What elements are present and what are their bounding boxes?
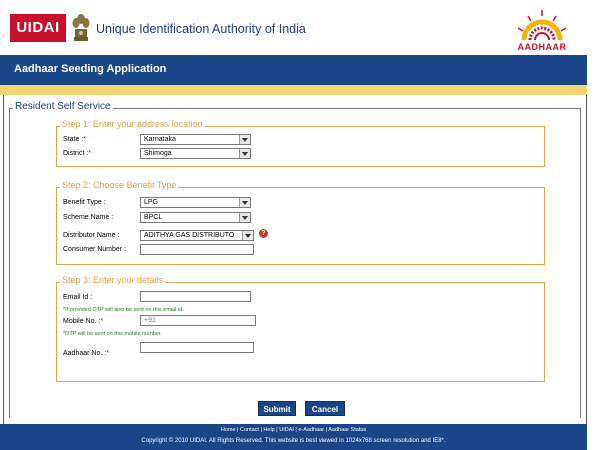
site-footer	[0, 424, 587, 450]
title-bar	[0, 55, 587, 85]
email-note: *If provided OTP will also be sent on this email id.	[63, 307, 184, 313]
email-label: Email Id :	[63, 294, 93, 301]
mobile-label: Mobile No. :*	[63, 318, 104, 325]
aadhaar-number-input[interactable]	[140, 342, 254, 353]
mobile-input[interactable]	[140, 315, 256, 326]
section-title: Resident Self Service	[15, 101, 111, 112]
consumer-number-label: Consumer Number :	[63, 246, 127, 253]
aadhaar-number-label: Aadhaar No. :*	[63, 350, 109, 357]
state-select[interactable]: Karnataka	[140, 134, 251, 145]
chevron-down-icon[interactable]	[239, 213, 250, 222]
chevron-down-icon[interactable]	[239, 135, 250, 144]
chevron-down-icon[interactable]	[239, 149, 250, 158]
step2-fieldset	[56, 187, 545, 265]
distributor-name-select[interactable]: ADITHYA GAS DISTRIBUTO	[140, 230, 254, 241]
footer-links[interactable]: Home | Contact | Help | UIDAI | e-Aadhaar | Aadhaar Status	[220, 427, 367, 433]
aadhaar-wordmark: AADHAAR	[517, 42, 567, 52]
step2-legend: Step 2: Choose Benefit Type	[62, 180, 177, 190]
cancel-button[interactable]: Cancel	[305, 401, 345, 416]
national-emblem-icon	[70, 7, 92, 47]
site-header	[0, 0, 600, 55]
step1-fieldset	[56, 126, 545, 167]
uidai-logo[interactable]: UIDAI	[10, 14, 66, 42]
org-name: Unique Identification Authority of India	[96, 22, 306, 36]
district-label: District :*	[63, 150, 92, 157]
step3-legend: Step 3: Enter your details	[62, 275, 164, 285]
help-icon[interactable]: ?	[259, 229, 268, 238]
benefit-type-select[interactable]: LPG	[140, 197, 251, 208]
submit-button[interactable]: Submit	[258, 401, 296, 416]
scheme-name-label: Scheme Name :	[63, 214, 114, 221]
consumer-number-input[interactable]	[140, 244, 254, 255]
state-label: State :*	[63, 136, 86, 143]
footer-copyright: Copyright © 2010 UIDAI. All Rights Reserved. This website is best viewed in 1024x768 screen resolution and IE8*.	[141, 438, 446, 444]
email-input[interactable]	[140, 291, 251, 302]
aadhaar-logo[interactable]	[510, 8, 574, 52]
scheme-name-select[interactable]: BPCL	[140, 212, 251, 223]
mobile-note: *OTP will be sent on this mobile number.	[63, 331, 162, 337]
step1-legend: Step 1: Enter your address location	[62, 119, 203, 129]
distributor-name-label: Distributor Name :	[63, 232, 120, 239]
accent-bar	[0, 85, 587, 95]
district-select[interactable]: Shimoga	[140, 148, 251, 159]
country-code: +91	[144, 317, 156, 324]
benefit-type-label: Benefit Type :	[63, 199, 106, 206]
chevron-down-icon[interactable]	[239, 198, 250, 207]
page-title: Aadhaar Seeding Application	[14, 63, 167, 75]
aadhaar-sun-icon	[510, 8, 574, 42]
chevron-down-icon[interactable]	[242, 231, 253, 240]
